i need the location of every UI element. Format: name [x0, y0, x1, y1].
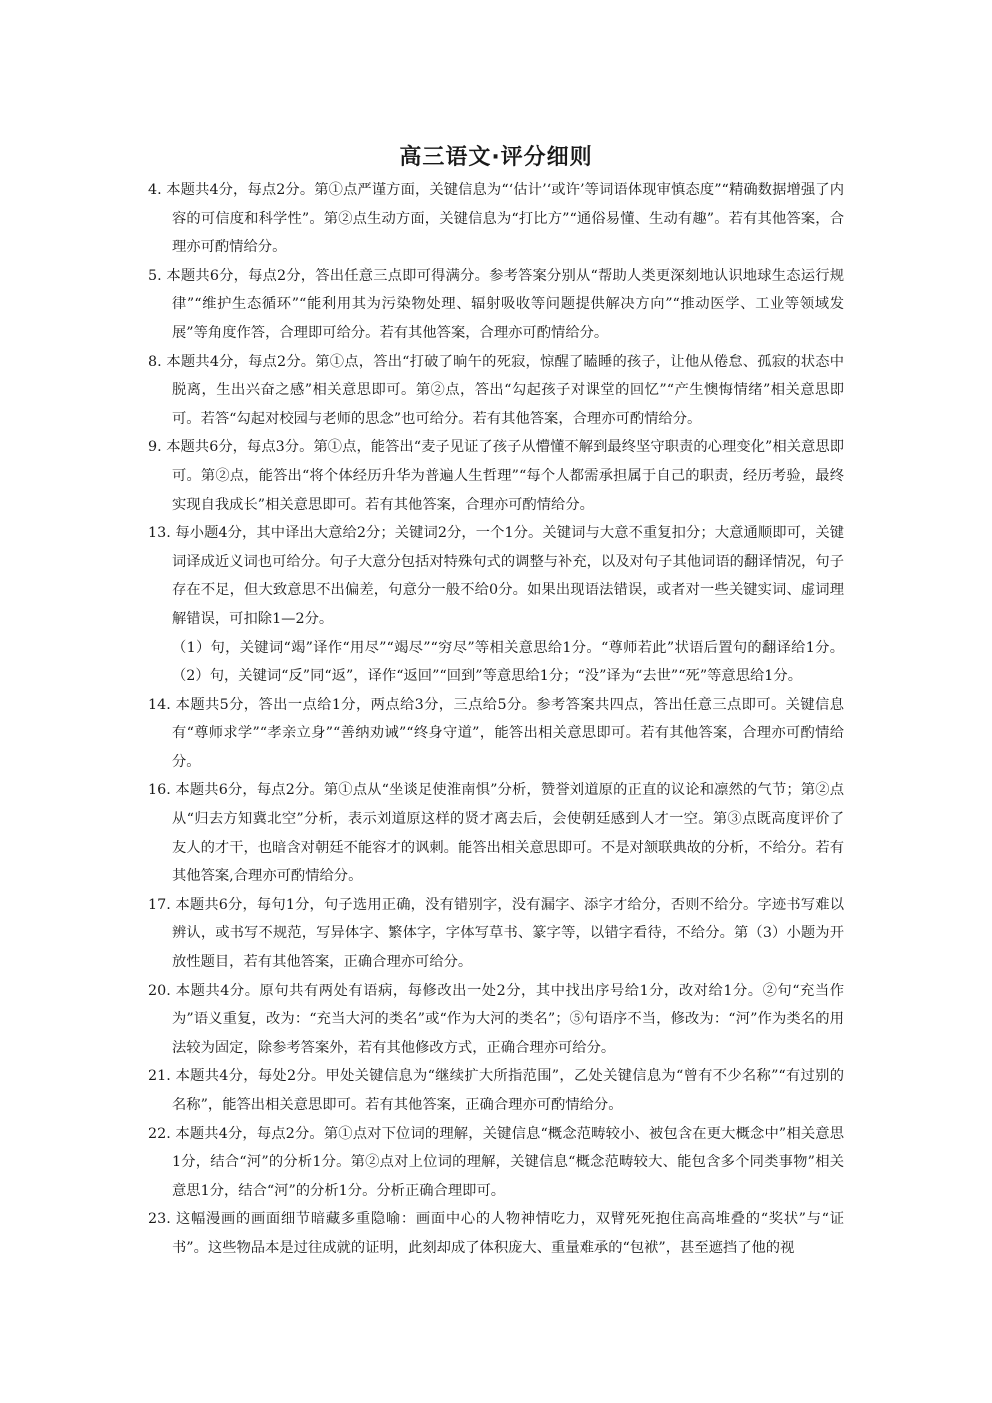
scoring-rules-list: [148, 176, 844, 1263]
rule-item-9: 9. 本题共6分，每点3分。第①点，能答出“麦子见证了孩子从懵懂不解到最终坚守职责的心理变化”相关意思即可。第②点，能答出“将个体经历升华为普遍人生哲理”“每个人都需承担属于自己的职责，经历考验，最终实现自我成长”相关意思即可。若有其他答案，合理亦可酌情给分。: [148, 439, 844, 513]
rule-item-17: 17. 本题共6分，每句1分，句子选用正确，没有错别字，没有漏字、添字才给分，否则不给分。字迹书写难以辨认，或书写不规范，写异体字、繁体字，字体写草书、篆字等，以错字看待，不给分。第（3）小题为开放性题目，若有其他答案，正确合理亦可给分。: [148, 896, 844, 971]
rule-item-16: 16. 本题共6分，每点2分。第①点从“坐谈足使淮南惧”分析，赞誉刘道原的正直的议论和凛然的气节；第②点从“归去方知冀北空”分析，表示刘道原这样的贤才离去后，会使朝廷感到人才一空。第③点既高度评价了友人的才干，也暗含对朝廷不能容才的讽刺。能答出相关意思即可。不是对颔联典故的分析，不给分。若有其他答案,合理亦可酌情给分。: [148, 782, 844, 885]
rule-item-21: 21. 本题共4分，每处2分。甲处关键信息为“继续扩大所指范围”，乙处关键信息为“曾有不少名称”“有过别的名称”，能答出相关意思即可。若有其他答案，正确合理亦可酌情给分。: [148, 1068, 844, 1113]
rule-item-20: 20. 本题共4分。原句共有两处有语病，每修改出一处2分，其中找出序号给1分，改对给1分。②句“充当作为”语义重复，改为：“充当大河的类名”或“作为大河的类名”；⑤句语序不当，修改为：“河”作为类名的用法较为固定，除参考答案外，若有其他修改方式，正确合理亦可给分。: [148, 982, 844, 1056]
rule-item-8: 8. 本题共4分，每点2分。第①点，答出“打破了晌午的死寂，惊醒了瞌睡的孩子，让他从倦怠、孤寂的状态中脱离，生出兴奋之感”相关意思即可。第②点，答出“勾起孩子对课堂的回忆”“产生懊悔情绪”相关意思即可。若答“勾起对校园与老师的思念”也可给分。若有其他答案，合理亦可酌情给分。: [148, 353, 844, 427]
rule-item-14: 14. 本题共5分，答出一点给1分，两点给3分，三点给5分。参考答案共四点，答出任意三点即可。关键信息有“尊师求学”“孝亲立身”“善纳劝诫”“终身守道”，能答出相关意思即可。若有其他答案，合理亦可酌情给分。: [148, 696, 844, 770]
rule-item-5: 5. 本题共6分，每点2分，答出任意三点即可得满分。参考答案分别从“帮助人类更深刻地认识地球生态运行规律”“维护生态循环”“能利用其为污染物处理、辐射吸收等问题提供解决方向”“推动医学、工业等领域发展”等角度作答，合理即可给分。若有其他答案，合理亦可酌情给分。: [148, 267, 844, 341]
rule-item-13-detail: （1）句，关键词“竭”译作“用尽”“竭尽”“穷尽”等相关意思给1分。“尊师若此”状语后置句的翻译给1分。（2）句，关键词“反”同“返”，译作“返回”“回到”等意思给1分；“没”译为“去世”“死”等意思给1分。: [172, 639, 844, 685]
rule-item-4: 4. 本题共4分，每点2分。第①点严谨方面，关键信息为“‘估计’‘或许’等词语体现审慎态度”“精确数据增强了内容的可信度和科学性”。第②点生动方面，关键信息为“打比方”“通俗易懂、生动有趣”。若有其他答案，合理亦可酌情给分。: [148, 182, 844, 256]
document-title: 高三语文·评分细则: [399, 145, 593, 170]
rule-item-22: 22. 本题共4分，每点2分。第①点对下位词的理解，关键信息“概念范畴较小、被包含在更大概念中”相关意思1分，结合“河”的分析1分。第②点对上位词的理解，关键信息“概念范畴较大、能包含多个同类事物”相关意思1分，结合“河”的分析1分。分析正确合理即可。: [148, 1125, 844, 1199]
rule-item-13: 13. 每小题4分，其中译出大意给2分；关键词2分，一个1分。关键词与大意不重复扣分；大意通顺即可，关键词译成近义词也可给分。句子大意分包括对特殊句式的调整与补充，以及对句子其他词语的翻译情况，句子存在不足，但大致意思不出偏差，句意分一般不给0分。如果出现语法错误，或者对一些关键实词、虚词理解错误，可扣除1—2分。: [148, 525, 844, 627]
rule-item-23: 23. 这幅漫画的画面细节暗藏多重隐喻：画面中心的人物神情吃力，双臂死死抱住高高堆叠的“奖状”与“证书”。这些物品本是过往成就的证明，此刻却成了体积庞大、重量难承的“包袱”，甚至遮挡了他的视: [148, 1211, 844, 1256]
